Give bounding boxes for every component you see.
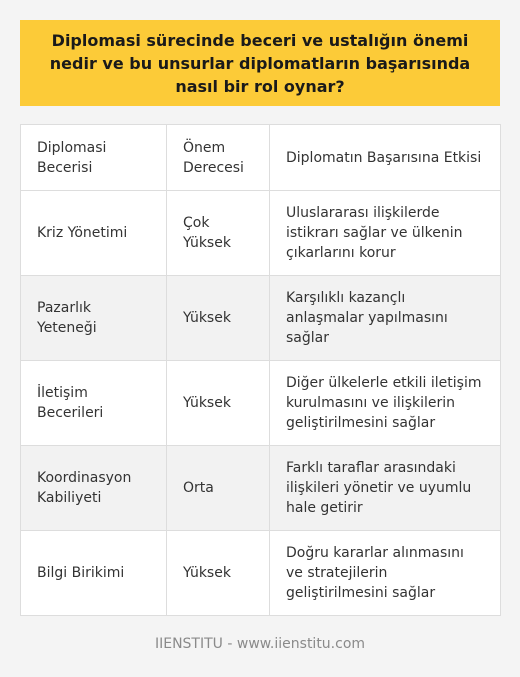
question-banner [20,20,500,106]
cell-skill: Kriz Yönetimi [21,191,167,276]
cell-skill: Koordinasyon Kabiliyeti [21,446,167,531]
cell-effect: Farklı taraflar arasındaki ilişkileri yönetir ve uyumlu hale getirir [270,446,501,531]
cell-importance: Çok Yüksek [167,191,270,276]
cell-importance: Orta [167,446,270,531]
cell-skill: Bilgi Birikimi [21,531,167,616]
cell-effect: Uluslararası ilişkilerde istikrarı sağlar ve ülkenin çıkarlarını korur [270,191,501,276]
table-row [21,276,501,361]
cell-importance: Yüksek [167,531,270,616]
table-header-row [21,125,501,191]
table-row [21,531,501,616]
cell-skill: İletişim Becerileri [21,361,167,446]
cell-importance: Yüksek [167,361,270,446]
table-row [21,361,501,446]
header-skill: Diplomasi Becerisi [21,125,167,191]
cell-effect: Diğer ülkelerle etkili iletişim kurulmasını ve ilişkilerin geliştirilmesini sağlar [270,361,501,446]
question-title: Diplomasi sürecinde beceri ve ustalığın önemi nedir ve bu unsurlar diplomatların başarısında nasıl bir rol oynar? [49,30,471,96]
footer-credit: IIENSTITU - www.iienstitu.com [154,636,366,652]
skills-table [20,124,501,616]
skills-table-container [20,124,500,616]
header-importance: Önem Derecesi [167,125,270,191]
cell-skill: Pazarlık Yeteneği [21,276,167,361]
cell-effect: Doğru kararlar alınmasını ve stratejilerin geliştirilmesini sağlar [270,531,501,616]
cell-importance: Yüksek [167,276,270,361]
table-row [21,446,501,531]
header-effect: Diplomatın Başarısına Etkisi [270,125,501,191]
table-row [21,191,501,276]
cell-effect: Karşılıklı kazançlı anlaşmalar yapılmasını sağlar [270,276,501,361]
